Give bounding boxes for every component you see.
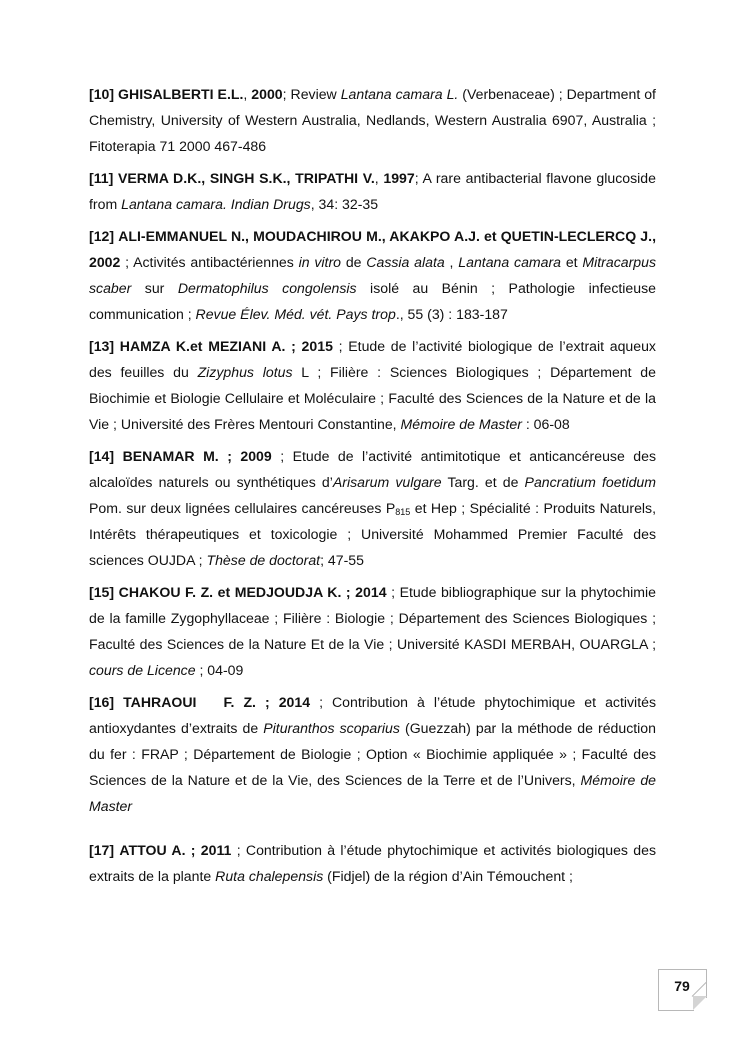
ref-authors: ATTOU A. ; 2011 <box>119 842 232 858</box>
ref-number: [11] <box>89 170 114 186</box>
ref-number: [16] <box>89 694 115 710</box>
ref-year: 1997 <box>383 170 415 186</box>
reference-15: [15] CHAKOU F. Z. et MEDJOUDJA K. ; 2014 ; Etude bibliographique sur la phytochimie de la famille Zygophyllaceae ; Filière : Biologie ; Département des Sciences Biologiques ; Faculté des Sciences de la Nature Et de la Vie ; Université KASDI MERBAH, OUARGLA ; cours de Licence ; 04-09 <box>89 584 657 678</box>
reference-12: [12] ALI-EMMANUEL N., MOUDACHIROU M., AKAKPO A.J. et QUETIN-LECLERCQ J., 2002 ; Activités antibactériennes in vitro de Cassia alata , Lantana camara et Mitracarpus scaber sur Dermatophilus congolensis isolé au Bénin ; Pathologie infectieuse communication ; Revue Élev. Méd. vét. Pays trop., 55 (3) : 183-187 <box>89 228 657 322</box>
reference-11: [11] VERMA D.K., SINGH S.K., TRIPATHI V., 1997; A rare antibacterial flavone glucoside from Lantana camara. Indian Drugs, 34: 32-35 <box>89 170 656 212</box>
reference-16: [16] TAHRAOUI F. Z. ; 2014 ; Contribution à l’étude phytochimique et activités antioxydantes d’extraits de Pituranthos scoparius (Guezzah) par la méthode de réduction du fer : FRAP ; Département de Biologie ; Option « Biochimie appliquée » ; Faculté des Sciences de la Nature et de la Vie, des Sciences de la Terre et de l’Univers, Mémoire de Master <box>89 694 656 814</box>
ref-number: [12] <box>89 228 115 244</box>
ref-number: [14] <box>89 448 115 464</box>
ref-number: [17] <box>89 842 115 858</box>
reference-13: [13] HAMZA K.et MEZIANI A. ; 2015 ; Etude de l’activité biologique de l’extrait aqueux des feuilles du Zizyphus lotus L ; Filière : Sciences Biologiques ; Département de Biochimie et Biologie Cellulaire et Moléculaire ; Faculté des Sciences de la Nature et de la Vie ; Université des Frères Mentouri Constantine, Mémoire de Master : 06-08 <box>89 338 656 432</box>
ref-authors: BENAMAR M. ; 2009 <box>122 448 272 464</box>
ref-authors: HAMZA K.et MEZIANI A. ; 2015 <box>119 338 333 354</box>
ref-number: [13] <box>89 338 115 354</box>
ref-authors: VERMA D.K., SINGH S.K., TRIPATHI V. <box>117 170 375 186</box>
reference-14: [14] BENAMAR M. ; 2009 ; Etude de l’activité antimitotique et anticancéreuse des alcaloïdes naturels ou synthétiques d’Arisarum vulgare Targ. et de Pancratium foetidum Pom. sur deux lignées cellulaires cancéreuses $P_{815}$ et Hep ; Spécialité : Produits Naturels, Intérêts thérapeutiques et toxicologie ; Université Mohammed Premier Faculté des sciences OUJDA ; Thèse de doctorat; 47-55 <box>89 448 657 568</box>
ref-authors: CHAKOU F. Z. et MEDJOUDJA K. ; 2014 <box>118 584 387 600</box>
ref-number: [10] <box>89 86 115 102</box>
ref-number: [15] <box>89 584 115 600</box>
page-curl-icon <box>693 996 707 1010</box>
ref-year: 2000 <box>251 86 283 102</box>
ref-italic: Lantana camara. Indian Drugs <box>121 196 311 212</box>
ref-authors: TAHRAOUI F. Z. ; 2014 <box>123 694 311 710</box>
ref-authors: ALI-EMMANUEL N., MOUDACHIROU M., AKAKPO A.J. et QUETIN-LECLERCQ J., 2002 <box>89 228 656 270</box>
subscript: 815 <box>395 507 411 517</box>
page-number: 79 <box>674 978 690 994</box>
reference-10: [10] GHISALBERTI E.L., 2000; Review Lantana camara L. (Verbenaceae) ; Department of Chemistry, University of Western Australia, Nedlands, Western Australia 6907, Australia ; Fitoterapia 71 2000 467-486 <box>89 86 656 154</box>
ref-italic: Lantana camara L. <box>340 86 459 102</box>
reference-17: [17] ATTOU A. ; 2011 ; Contribution à l’étude phytochimique et activités biologiques des extraits de la plante Ruta chalepensis (Fidjel) de la région d’Ain Témouchent ; <box>89 842 656 884</box>
reference-list <box>89 81 656 895</box>
ref-authors: GHISALBERTI E.L. <box>118 86 244 102</box>
